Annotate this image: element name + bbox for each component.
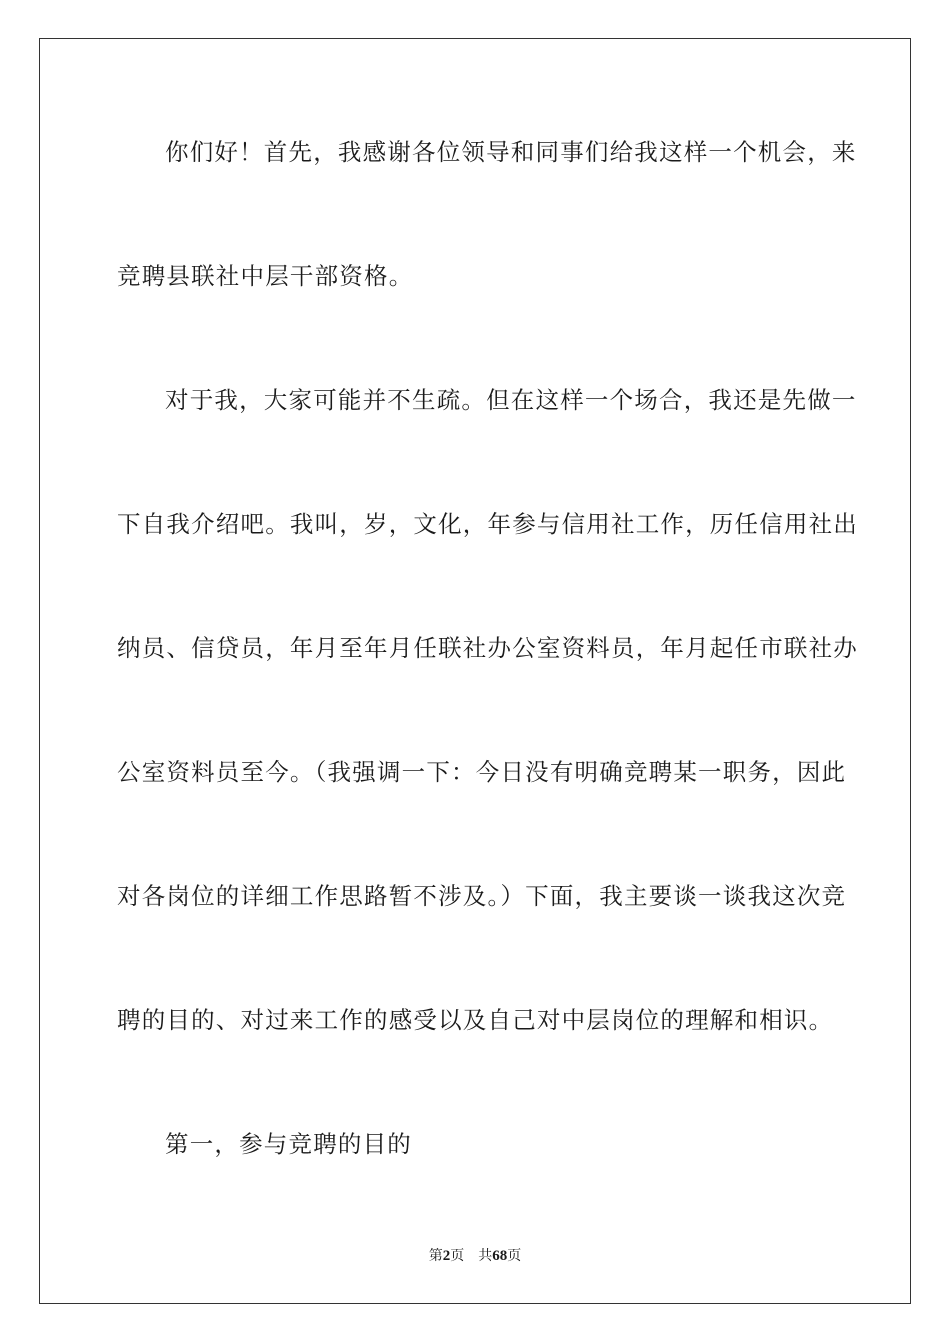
paragraph-2-line-5: 对各岗位的详细工作思路暂不涉及。）下面，我主要谈一谈我这次竞 <box>117 882 847 910</box>
paragraph-2-line-1: 对于我，大家可能并不生疏。但在这样一个场合，我还是先做一 <box>165 386 857 414</box>
paragraph-2-line-6: 聘的目的、对过来工作的感受以及自己对中层岗位的理解和相识。 <box>117 1006 834 1034</box>
page-border <box>39 38 911 1304</box>
page-label-suffix: 页 <box>450 1248 465 1264</box>
page-label-prefix: 第 <box>428 1248 443 1264</box>
total-label-suffix: 页 <box>507 1248 522 1264</box>
section-heading: 第一，参与竞聘的目的 <box>165 1130 412 1158</box>
total-page-count: 68 <box>492 1248 508 1264</box>
paragraph-2-line-4: 公室资料员至今。（我强调一下：今日没有明确竞聘某一职务，因此 <box>117 758 847 786</box>
paragraph-2-line-3: 纳员、信贷员，年月至年月任联社办公室资料员，年月起任市联社办 <box>117 634 858 662</box>
paragraph-1-line-1: 你们好！首先，我感谢各位领导和同事们给我这样一个机会，来 <box>165 138 857 166</box>
paragraph-2-line-2: 下自我介绍吧。我叫，岁，文化，年参与信用社工作，历任信用社出 <box>117 510 858 538</box>
current-page-number: 2 <box>442 1248 451 1264</box>
page-footer <box>0 1247 950 1265</box>
paragraph-1-line-2: 竞聘县联社中层干部资格。 <box>117 262 414 290</box>
total-label-prefix: 共 <box>478 1248 493 1264</box>
